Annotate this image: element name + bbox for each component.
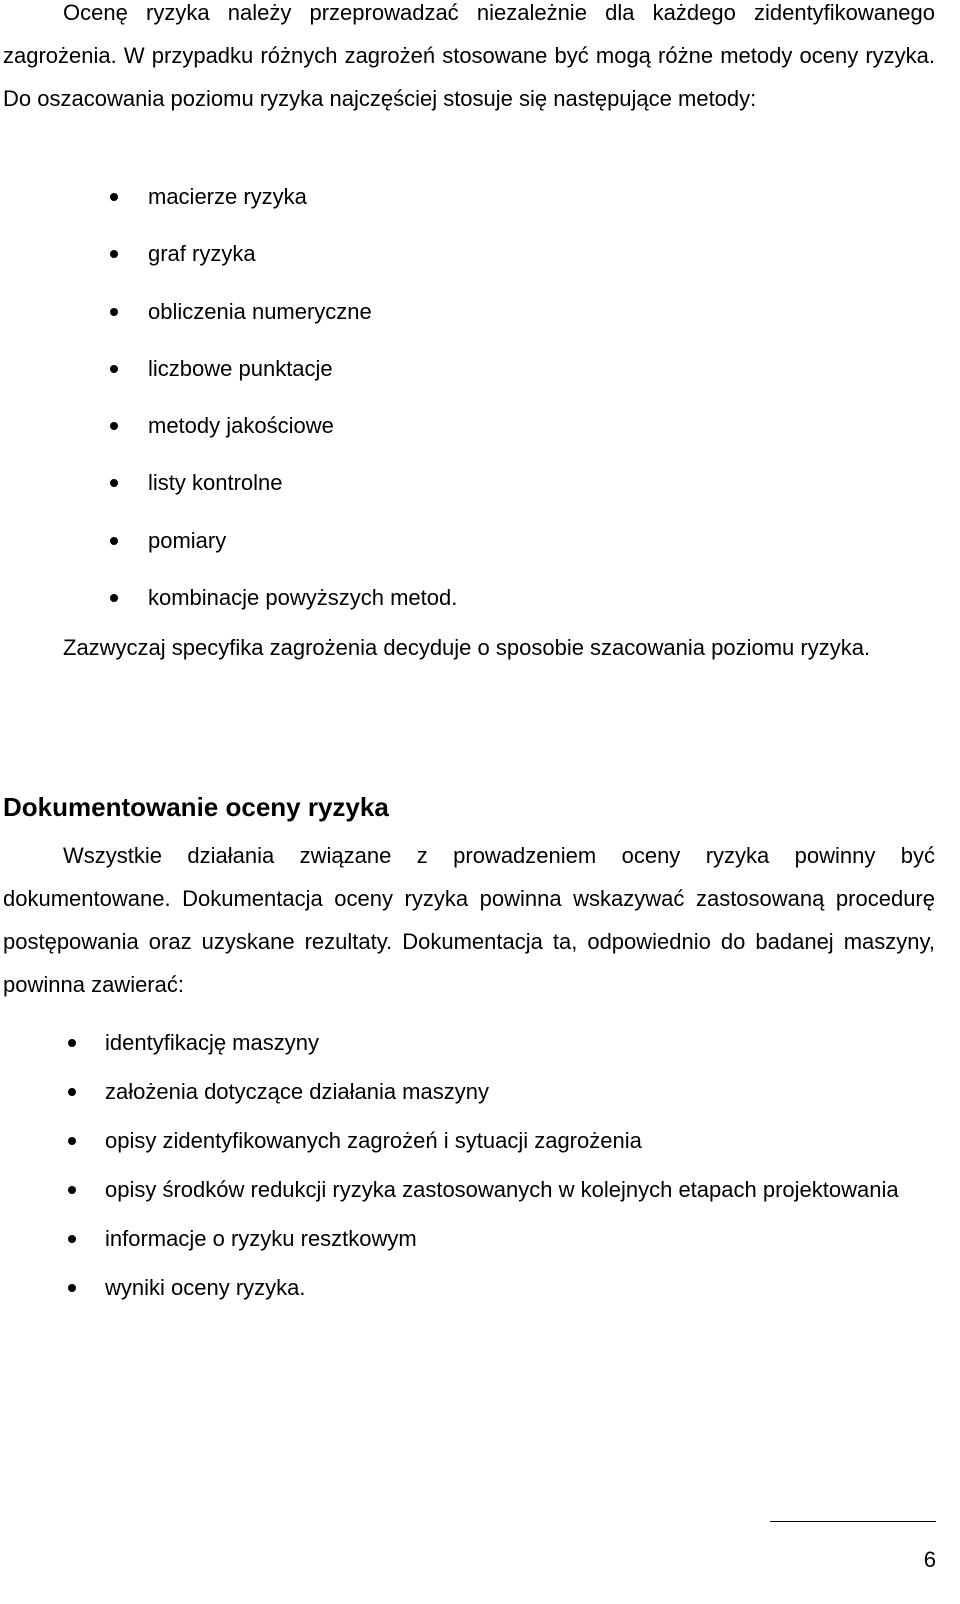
list-item — [105, 1022, 935, 1064]
list-item-label: obliczenia numeryczne — [148, 298, 372, 324]
list-item-label: założenia dotyczące działania maszyny — [105, 1079, 489, 1104]
list-item-label: macierze ryzyka — [148, 184, 307, 209]
list-item — [148, 295, 457, 352]
documentation-list — [105, 1022, 935, 1316]
bullet-icon — [110, 365, 118, 373]
bullet-icon — [68, 1088, 76, 1096]
list-item-label: informacje o ryzyku resztkowym — [105, 1226, 417, 1251]
intro-paragraph: Ocenę ryzyka należy przeprowadzać niezależnie dla każdego zidentyfikowanego zagrożenia. W przypadku różnych zagrożeń stosowane być mogą różne metody oceny ryzyka. Do oszacowania poziomu ryzyka najczęściej stosuje się następujące metody: — [3, 0, 935, 111]
bullet-icon — [68, 1235, 76, 1243]
bullet-icon — [68, 1137, 76, 1145]
list-item-label: identyfikację maszyny — [105, 1030, 319, 1055]
bullet-icon — [110, 422, 118, 430]
list-item-label: listy kontrolne — [148, 470, 283, 496]
list-item — [148, 352, 457, 409]
list-item-label: kombinacje powyższych metod. — [148, 585, 458, 611]
list-item — [148, 237, 457, 294]
methods-list — [148, 180, 457, 638]
list-item — [105, 1267, 935, 1309]
documentation-paragraph: Wszystkie działania związane z prowadzeniem oceny ryzyka powinny być dokumentowane. Dokumentacja oceny ryzyka powinna wskazywać zastosowaną procedurę postępowania oraz uzyskane rezultaty. Dokumentacja ta, odpowiednio do badanej maszyny, powinna zawierać: — [3, 843, 935, 997]
list-item — [105, 1120, 935, 1162]
list-item-label: pomiary — [148, 527, 227, 553]
list-item-label: metody jakościowe — [148, 413, 334, 439]
bullet-icon — [110, 594, 118, 602]
section-heading: Dokumentowanie oceny ryzyka — [3, 792, 389, 822]
page-number: 6 — [923, 1547, 936, 1572]
bullet-icon — [110, 479, 118, 487]
bullet-icon — [68, 1284, 76, 1292]
bullet-icon — [68, 1039, 76, 1047]
list-item-label: opisy środków redukcji ryzyka zastosowanych w kolejnych etapach projektowania — [105, 1177, 899, 1202]
list-item-label: opisy zidentyfikowanych zagrożeń i sytuacji zagrożenia — [105, 1128, 642, 1153]
list-item — [148, 524, 457, 581]
methods-note-paragraph: Zazwyczaj specyfika zagrożenia decyduje o sposobie szacowania poziomu ryzyka. — [63, 635, 871, 660]
bullet-icon — [68, 1186, 76, 1194]
bullet-icon — [110, 308, 118, 316]
list-item — [148, 409, 457, 466]
bullet-icon — [110, 250, 118, 258]
list-item — [148, 466, 457, 523]
list-item — [105, 1169, 935, 1211]
list-item-label: liczbowe punktacje — [148, 355, 333, 381]
list-item-label: graf ryzyka — [148, 241, 256, 267]
bullet-icon — [110, 537, 118, 545]
list-item-label: wyniki oceny ryzyka. — [105, 1275, 306, 1300]
list-item — [148, 180, 457, 237]
list-item — [105, 1071, 935, 1113]
footer-divider — [770, 1521, 936, 1522]
bullet-icon — [110, 193, 118, 201]
list-item — [105, 1218, 935, 1260]
